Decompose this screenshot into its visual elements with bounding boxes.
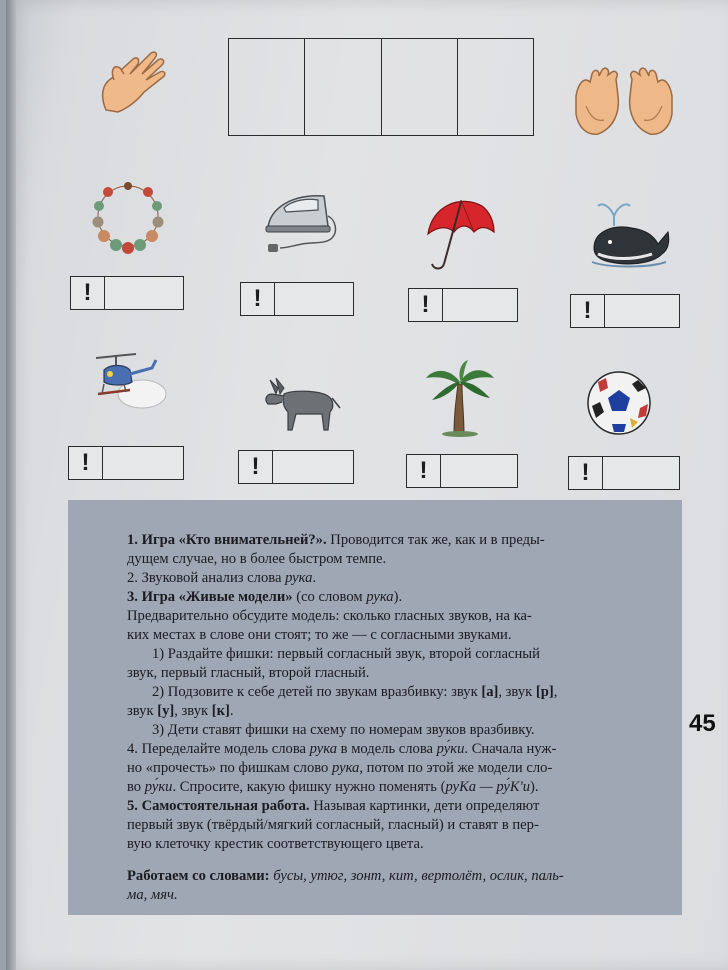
instruction-line: 3. Игра «Живые модели» (со словом рука). xyxy=(127,589,403,605)
instruction-line: 5. Самостоятельная работа. Называя картинки, дети определяют xyxy=(127,798,540,814)
words-list: ма, мяч. xyxy=(127,887,178,903)
answer-blank[interactable] xyxy=(273,451,353,483)
instruction-line: 4. Переделайте модель слова рука в модель слова ру́ки. Сначала нуж- xyxy=(127,741,557,757)
whale-image xyxy=(588,198,672,270)
instruction-line: во ру́ки. Спросите, какую фишку нужно поменять (руКа — ру́К'и). xyxy=(127,779,539,795)
exclamation-mark: ! xyxy=(569,457,603,489)
instruction-line: 1. Игра «Кто внимательней?». Проводится так же, как и в преды- xyxy=(127,532,545,548)
instruction-line: звук [у], звук [к]. xyxy=(127,703,234,719)
iron-image xyxy=(262,186,342,256)
instruction-line: дущем случае, но в более быстром темпе. xyxy=(127,551,387,567)
scheme-cell[interactable] xyxy=(305,39,381,135)
two-hands-icon xyxy=(568,66,680,138)
answer-blank[interactable] xyxy=(275,283,353,315)
answer-box[interactable] xyxy=(70,276,184,310)
answer-box[interactable] xyxy=(240,282,354,316)
words-label: Работаем со словами: xyxy=(127,868,270,884)
workbook-page xyxy=(6,0,728,970)
exclamation-mark: ! xyxy=(407,455,441,487)
umbrella-image xyxy=(424,192,498,272)
donkey-image xyxy=(262,374,342,434)
answer-box[interactable] xyxy=(68,446,184,480)
answer-box[interactable] xyxy=(568,456,680,490)
helicopter-image xyxy=(90,348,168,412)
instruction-line: 3) Дети ставят фишки на схему по номерам звуков вразбивку. xyxy=(152,722,535,738)
palm-image xyxy=(424,360,496,438)
one-hand-icon xyxy=(92,40,174,122)
exclamation-mark: ! xyxy=(239,451,273,483)
instruction-line: ких местах в слове они стоят; то же — с согласными звуками. xyxy=(127,627,512,643)
answer-box[interactable] xyxy=(408,288,518,322)
exclamation-mark: ! xyxy=(571,295,605,327)
instruction-line: вую клеточку крестик соответствующего цвета. xyxy=(127,836,424,852)
scheme-cell[interactable] xyxy=(458,39,533,135)
exclamation-mark: ! xyxy=(71,277,105,309)
instruction-line: но «прочесть» по фишкам слово рука, потом по этой же модели сло- xyxy=(127,760,553,776)
answer-blank[interactable] xyxy=(441,455,517,487)
words-line xyxy=(127,867,632,886)
ball-image xyxy=(586,370,652,436)
answer-blank[interactable] xyxy=(103,447,183,479)
words-list: бусы, утюг, зонт, кит, вертолёт, ослик, паль- xyxy=(269,868,564,884)
beads-image xyxy=(90,180,166,254)
words-line xyxy=(127,886,632,905)
page-spine xyxy=(6,0,16,970)
page-number: 45 xyxy=(689,710,716,737)
exclamation-mark: ! xyxy=(69,447,103,479)
scheme-cell[interactable] xyxy=(229,39,305,135)
exclamation-mark: ! xyxy=(241,283,275,315)
answer-box[interactable] xyxy=(406,454,518,488)
answer-box[interactable] xyxy=(570,294,680,328)
answer-blank[interactable] xyxy=(105,277,183,309)
scheme-cell[interactable] xyxy=(382,39,458,135)
instruction-line: Предварительно обсудите модель: сколько гласных звуков, на ка- xyxy=(127,608,532,624)
instruction-line: 1) Раздайте фишки: первый согласный звук, второй согласный xyxy=(152,646,540,662)
instruction-line: первый звук (твёрдый/мягкий согласный, гласный) и ставят в пер- xyxy=(127,817,539,833)
instruction-line: 2) Подзовите к себе детей по звукам вразбивку: звук [а], звук [р], xyxy=(152,684,558,700)
answer-blank[interactable] xyxy=(603,457,679,489)
instruction-line: 2. Звуковой анализ слова рука. xyxy=(127,570,317,586)
exclamation-mark: ! xyxy=(409,289,443,321)
answer-blank[interactable] xyxy=(443,289,517,321)
answer-blank[interactable] xyxy=(605,295,679,327)
word-sound-scheme xyxy=(228,38,534,136)
instruction-line: звук, первый гласный, второй гласный. xyxy=(127,665,370,681)
answer-box[interactable] xyxy=(238,450,354,484)
